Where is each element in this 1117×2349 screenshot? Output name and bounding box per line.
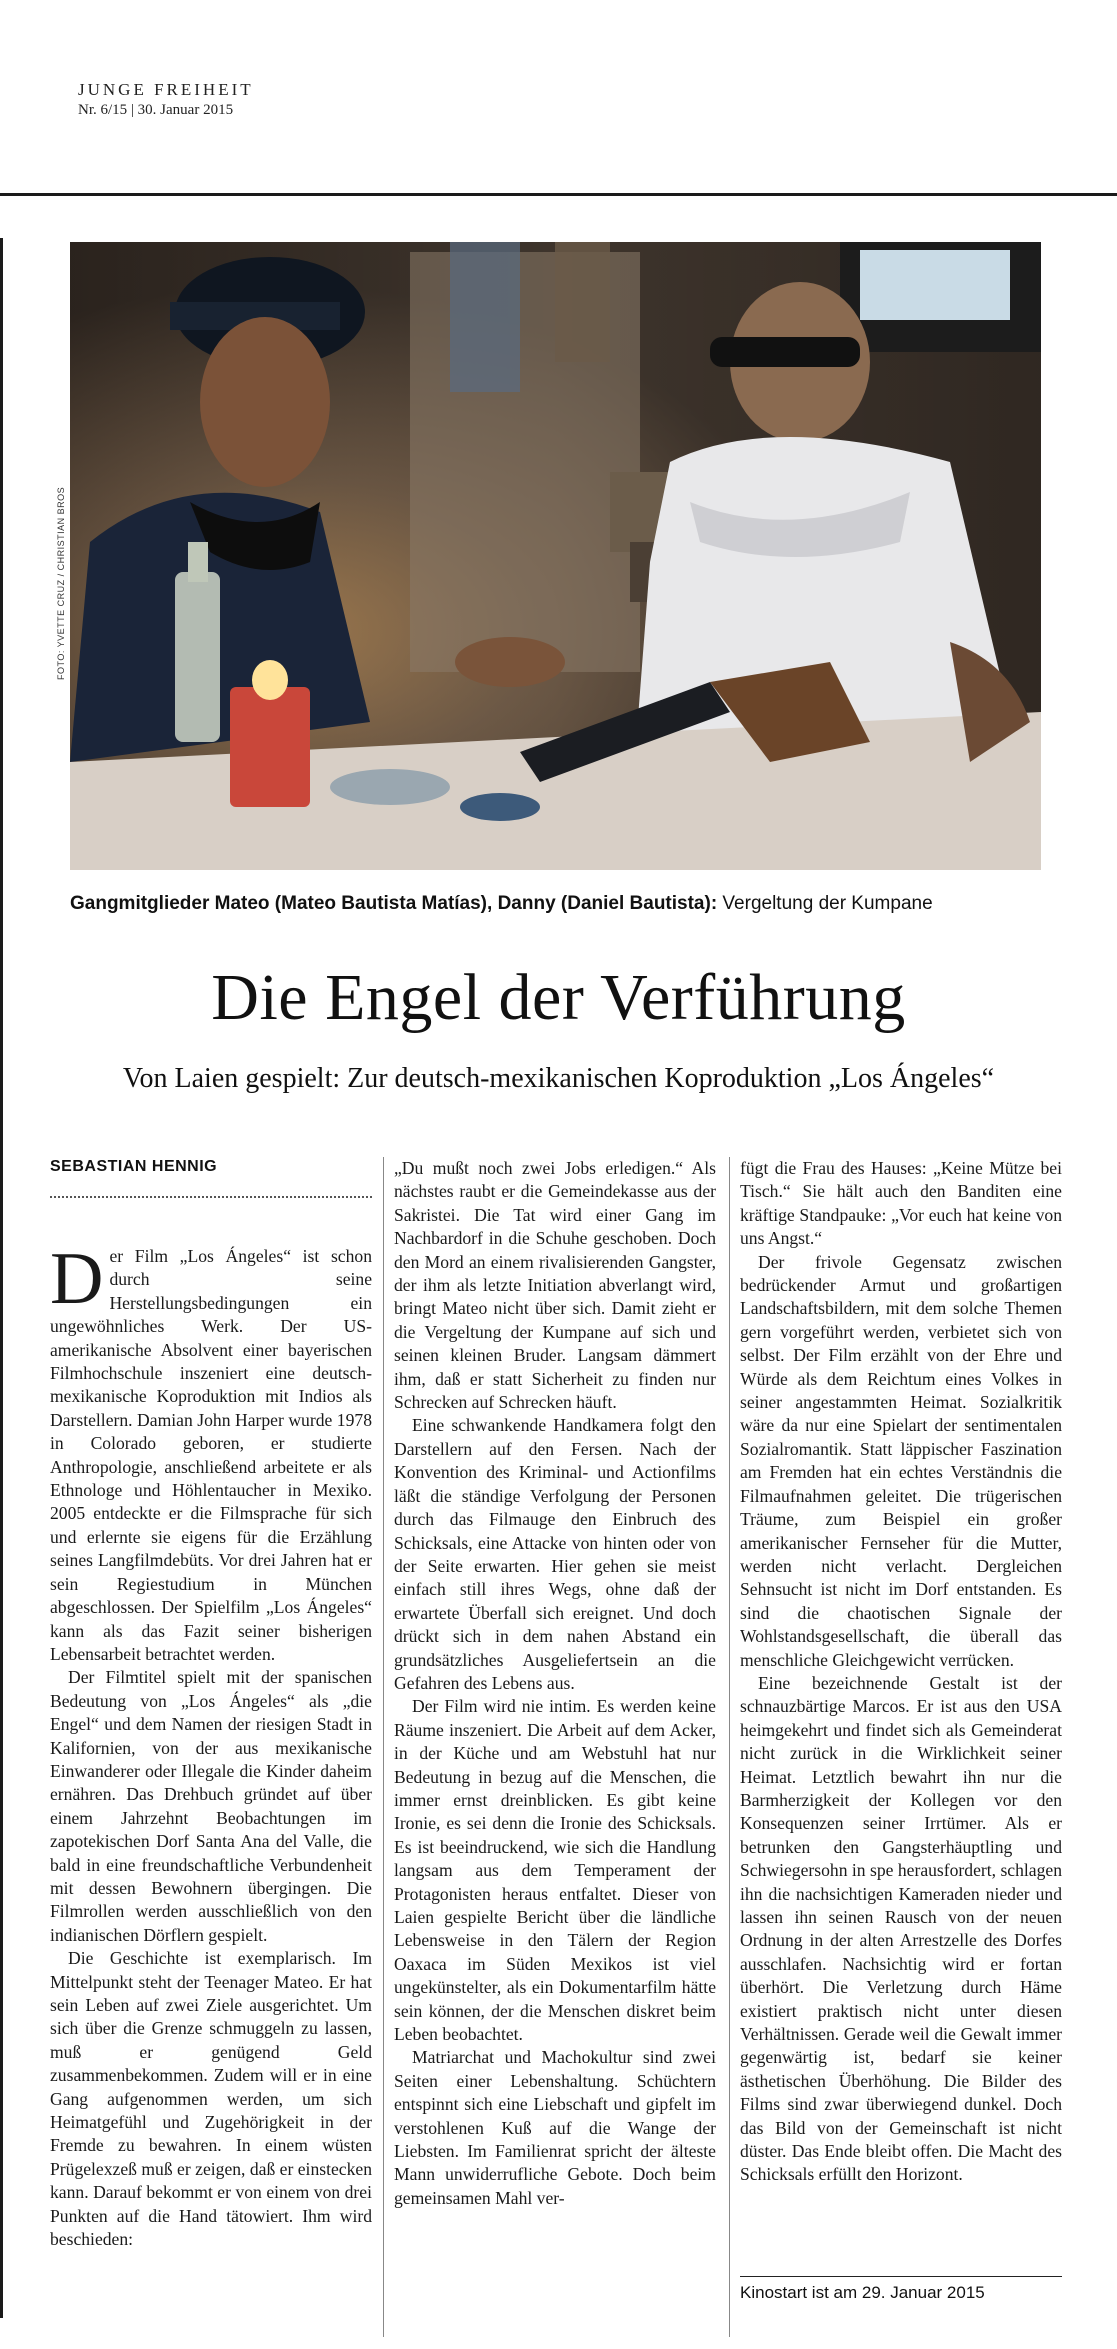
paragraph-1 [50, 1238, 372, 1666]
subheadline: Von Laien gespielt: Zur deutsch-mexikanischen Koproduktion „Los Ángeles“ [122, 1063, 995, 1094]
paragraph-5: Eine schwankende Handkamera folgt den Darstellern auf den Fersen. Nach der Konvention des Kriminal- und Actionfilms läßt die ständige Verfolgung der Personen durch das Filmauge den Einbruch des Schicksals, eine Attacke von hinten oder von der Seite erwarten. Hier gehen sie meist einfach still ihres Wegs, ohne daß der erwartete Überfall sich ereignet. Und doch drückt sich in dem nahen Abstand ein grundsätzliches Ausgeliefertsein an die Gefahren des Lebens aus. [394, 1415, 716, 1693]
release-date-note: Kinostart ist am 29. Januar 2015 [740, 2283, 985, 2302]
paragraph-9: Der frivole Gegensatz zwischen bedrückender Armut und großartigen Landschaftsbildern, mit dem solche Themen gern vorgeführt werden, verbietet sich von selbst. Der Film erzählt von der Ehre und Würde als dem Reichtum eines Volkes in seiner angestammten Heimat. Sozialkritik wäre da nur eine Spielart der sentimentalen Sozialromantik. Statt läppischer Faszination am Fremden hat ein echtes Verständnis die Filmaufnahmen geleitet. Die trügerischen Träume, zum Beispiel ein großer amerikanischer Fernseher für die Mutter, werden nicht verlacht. Dergleichen Sehnsucht ist nicht im Dorf entstanden. Es sind die chaotischen Signale der Wohlstandsgesellschaft, die überall das menschliche Gleichgewicht verrücken. [740, 1251, 1062, 1670]
paragraph-3: Die Geschichte ist exemplarisch. Im Mittelpunkt steht der Teenager Mateo. Er hat sein Leben auf zwei Ziele ausgerichtet. Um sich über die Grenze schmuggeln zu lassen, muß er genügend Geld zusammenbekommen. Zudem will er in eine Gang aufgenommen werden, um sich Heimatgefühl und Zugehörigkeit in der Fremde zu bewahren. In einem wüsten Prügelexzeß muß er zeigen, daß er einstecken kann. Darauf bekommt er von einem von drei Punkten auf die Hand tätowiert. Ihm wird beschieden: [50, 1948, 372, 2250]
article-column-1 [50, 1238, 372, 2251]
paragraph-1-text: er Film „Los Ángeles“ ist schon durch seine Herstellungsbedingungen ein ungewöhnliches Werk. Der US-amerikanische Absolvent einer bayerischen Filmhochschule inszeniert eine deutsch-mexikanische Koproduktion mit Indios als Darstellern. Damian John Harper wurde 1978 in Colorado geboren, er studierte Anthropologie, anschließend arbeitete er als Ethnologe und Höhlentaucher in Mexiko. 2005 entdeckte er die Filmsprache für sich und erlernte sie eigens für die Erzählung seines Langfilmdebüts. Vor drei Jahren hat er sein Regiestudium in München abgeschlossen. Der Spielfilm „Los Ángeles“ kann als das Fazit seiner bisherigen Lebensarbeit betrachtet werden. [50, 1246, 372, 1664]
caption-text: Vergeltung der Kumpane [717, 893, 933, 914]
publication-name: JUNGE FREIHEIT [78, 80, 254, 99]
photo-caption [70, 893, 1050, 915]
paragraph-2: Der Filmtitel spielt mit der spanischen Bedeutung von „Los Ángeles“ als „die Engel“ und dem Namen der riesigen Stadt in Kalifornien, von der aus mexikanische Einwanderer oder Illegale die Kinder daheim ernähren. Das Drehbuch gründet auf über einem Jahrzehnt Beobachtungen im zapotekischen Dorf Santa Ana del Valle, die bald in eine freundschaftliche Verbundenheit mit dessen Bewohnern übergingen. Die Filmrollen werden ausschließlich von den indianischen Dörflern gespielt. [50, 1667, 372, 1945]
paragraph-7: Matriarchat und Machokultur sind zwei Seiten einer Lebenshaltung. Schüchtern entspinnt sich eine Liebschaft und gipfelt im verstohlenen Kuß auf die Wange der Liebsten. Im Familienrat spricht der älteste Mann unwiderrufliche Gebote. Doch beim gemeinsamen Mahl ver- [394, 2047, 716, 2208]
headline: Die Engel der Verführung [211, 961, 906, 1034]
issue-info: Nr. 6/15 | 30. Januar 2015 [78, 102, 234, 118]
column-divider [729, 1157, 730, 2337]
paragraph-4: „Du mußt noch zwei Jobs erledigen.“ Als nächstes raubt er die Gemeindekasse aus der Sakristei. Die Tat wird einer Gang im Nachbardorf in die Schuhe geschoben. Doch den Mord an einem rivalisierenden Gangster, der ihm als letzte Initiation abverlangt wird, bringt Mateo nicht über sich. Damit zieht er die Vergeltung der Kumpane auf sich und seinen kleinen Bruder. Langsam dämmert ihm, daß er statt Sicherheit zu finden nur Schrecken auf Schrecken häuft. [394, 1158, 716, 1413]
masthead [78, 80, 254, 119]
column-divider [383, 1157, 384, 2337]
byline-divider [50, 1196, 372, 1198]
top-rule [0, 193, 1117, 196]
article-column-2 [394, 1157, 716, 2210]
left-edge-rule [0, 238, 3, 2318]
paragraph-10: Eine bezeichnende Gestalt ist der schnauzbärtige Marcos. Er ist aus den USA heimgekehrt und findet sich als Gemeinderat nicht zurück in die Wirklichkeit seiner Heimat. Letztlich bewahrt ihn nur die Barmherzigkeit der Kollegen vor den Konsequenzen seiner Irrtümer. Als er betrunken den Gangsterhäuptling und Schwiegersohn in spe herausfordert, schlagen ihn die nachsichtigen Kameraden nieder und lassen ihn seinen Rausch von der neuen Ordnung in der alten Arrestzelle des Dorfes ausschlafen. Nachsichtig wird er fortan überhört. Die Verletzung durch Häme existiert praktisch nicht unter diesen Verhältnissen. Gerade weil die Gewalt immer gegenwärtig ist, bedarf sie keiner ästhetischen Überhöhung. Die Bilder des Films sind zwar überwiegend dunkel. Doch das Bild von der Gemeinschaft ist nicht düster. Das Ende bleibt offen. Die Macht des Schicksals erfüllt den Horizont. [740, 1672, 1062, 2185]
article-column-3 [740, 1157, 1062, 2187]
footer-rule [740, 2276, 1062, 2277]
drop-cap: D [50, 1238, 104, 1320]
caption-names: Gangmitglieder Mateo (Mateo Bautista Matías), Danny (Daniel Bautista): [70, 893, 718, 914]
paragraph-6: Der Film wird nie intim. Es werden keine Räume inszeniert. Die Arbeit auf dem Acker, in der Küche und am Webstuhl hat nur Bedeutung in bezug auf die Menschen, die immer ernst dreinblicken. Es gibt keine Ironie, es sei denn die Ironie des Schicksals. Es ist beeindruckend, wie sich die Handlung langsam aus dem Temperament der Protagonisten heraus entfaltet. Dieser von Laien gespielte Bericht über die ländliche Lebensweise in den Tälern der Region Oaxaca im Süden Mexikos ist viel ungekünstelter, als ein Dokumentarfilm hätte sein können, der die Menschen diskret beim Leben beobachtet. [394, 1696, 716, 2045]
paragraph-8: fügt die Frau des Hauses: „Keine Mütze bei Tisch.“ Sie hält auch den Banditen eine kräftige Standpauke: „Vor euch hat keine von uns Angst.“ [740, 1158, 1062, 1249]
byline: SEBASTIAN HENNIG [50, 1158, 218, 1175]
article-photo [70, 242, 1041, 870]
photo-credit: FOTO: YVETTE CRUZ / CHRISTIAN BROS [56, 486, 66, 680]
